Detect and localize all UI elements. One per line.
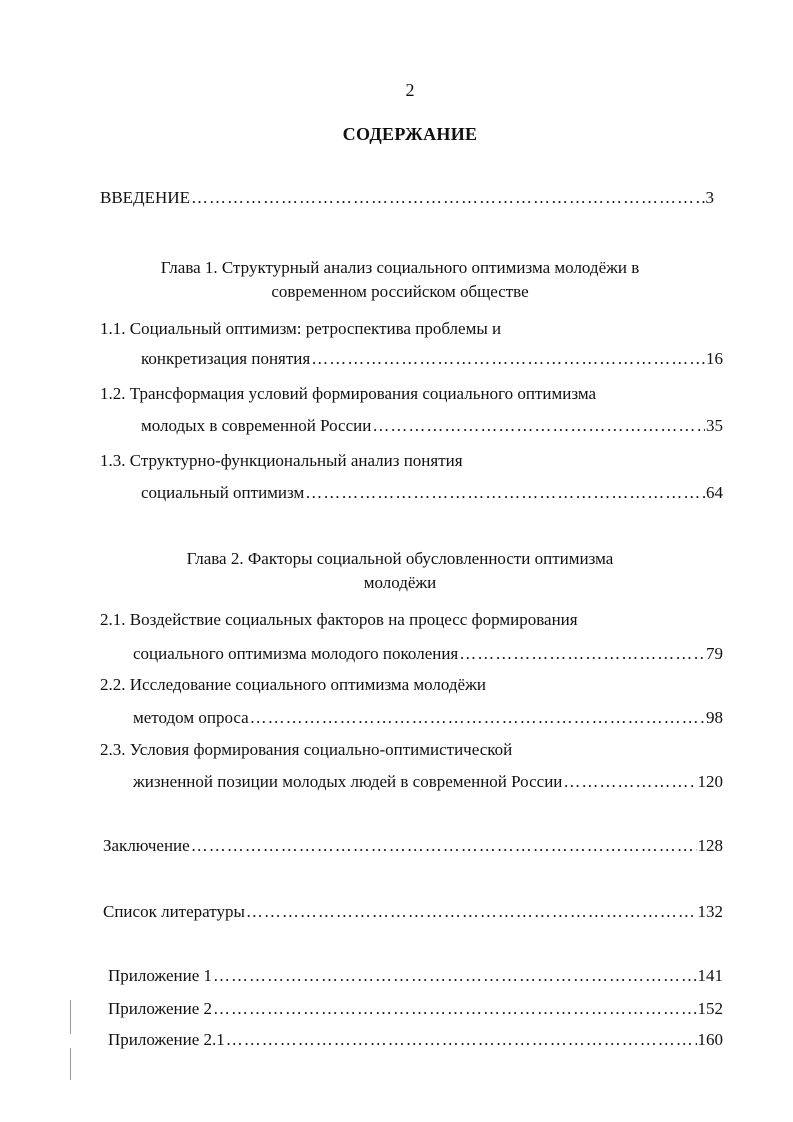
scan-margin-mark — [70, 1048, 71, 1080]
toc-entry-1-2 — [141, 416, 723, 440]
toc-entry-1-1-line1: 1.1. Социальный оптимизм: ретроспектива проблемы и — [100, 319, 502, 338]
toc-entry-appendix-2-1 — [108, 1030, 723, 1054]
leader-dots — [459, 644, 705, 664]
chapter-2-heading — [0, 547, 793, 595]
leader-dots — [372, 416, 705, 436]
toc-entry-bibliography — [103, 902, 723, 926]
toc-entry-2-1 — [133, 644, 723, 668]
toc-entry-2-3-line1: 2.3. Условия формирования социально-оптимистической — [100, 740, 513, 759]
toc-entry-label: Приложение 2 — [108, 999, 212, 1018]
toc-entry-page: 128 — [697, 836, 723, 855]
toc-entry-appendix-1 — [108, 966, 723, 990]
toc-entry-introduction — [100, 188, 714, 212]
toc-entry-appendix-2 — [108, 999, 723, 1023]
toc-entry-page: 79 — [706, 644, 723, 663]
toc-entry-page: 64 — [706, 483, 723, 502]
toc-entry-page: 160 — [697, 1030, 723, 1049]
toc-entry-page: 120 — [697, 772, 723, 791]
toc-entry-1-2-line1: 1.2. Трансформация условий формирования социального оптимизма — [100, 384, 597, 403]
toc-entry-2-1-line1: 2.1. Воздействие социальных факторов на процесс формирования — [100, 610, 578, 629]
toc-entry-label: Приложение 1 — [108, 966, 212, 985]
toc-entry-page: 16 — [706, 349, 723, 368]
leader-dots — [213, 999, 697, 1019]
toc-entry-2-2 — [133, 708, 723, 732]
toc-entry-page: 3 — [705, 188, 714, 207]
toc-entry-label: методом опроса — [133, 708, 249, 727]
toc-entry-label: социального оптимизма молодого поколения — [133, 644, 459, 663]
leader-dots — [311, 349, 705, 369]
toc-entry-label: социальный оптимизм — [141, 483, 305, 502]
leader-dots — [213, 966, 697, 986]
toc-entry-page: 35 — [706, 416, 723, 435]
leader-dots — [563, 772, 696, 792]
chapter-2-heading-line1: Глава 2. Факторы социальной обусловленности оптимизма — [186, 549, 614, 568]
chapter-1-heading — [0, 256, 793, 304]
toc-entry-1-1 — [141, 349, 723, 373]
chapter-1-heading-line2: современном российском обществе — [271, 282, 529, 301]
toc-entry-conclusion — [103, 836, 723, 860]
toc-entry-label: Заключение — [103, 836, 190, 855]
leader-dots — [246, 902, 697, 922]
chapter-2-heading-line2: молодёжи — [363, 573, 437, 592]
leader-dots — [226, 1030, 697, 1050]
leader-dots — [250, 708, 705, 728]
toc-entry-page: 132 — [697, 902, 723, 921]
toc-entry-2-3 — [133, 772, 723, 796]
toc-entry-label: молодых в современной России — [141, 416, 372, 435]
toc-entry-1-3-line1: 1.3. Структурно-функциональный анализ понятия — [100, 451, 463, 470]
toc-entry-label: жизненной позиции молодых людей в современной России — [133, 772, 563, 791]
toc-entry-page: 98 — [706, 708, 723, 727]
toc-entry-label: Приложение 2.1 — [108, 1030, 225, 1049]
toc-entry-label: ВВЕДЕНИЕ — [100, 188, 190, 207]
page-number: 2 — [405, 80, 415, 100]
toc-entry-label: конкретизация понятия — [141, 349, 311, 368]
toc-entry-1-3 — [141, 483, 723, 507]
toc-entry-label: Список литературы — [103, 902, 245, 921]
page-title: СОДЕРЖАНИЕ — [342, 124, 478, 144]
leader-dots — [191, 836, 697, 856]
toc-entry-2-2-line1: 2.2. Исследование социального оптимизма молодёжи — [100, 675, 486, 694]
leader-dots — [305, 483, 705, 503]
scan-margin-mark — [70, 1000, 71, 1034]
toc-entry-page: 141 — [697, 966, 723, 985]
chapter-1-heading-line1: Глава 1. Структурный анализ социального оптимизма молодёжи в — [160, 258, 640, 277]
toc-entry-page: 152 — [697, 999, 723, 1018]
leader-dots — [191, 188, 705, 208]
